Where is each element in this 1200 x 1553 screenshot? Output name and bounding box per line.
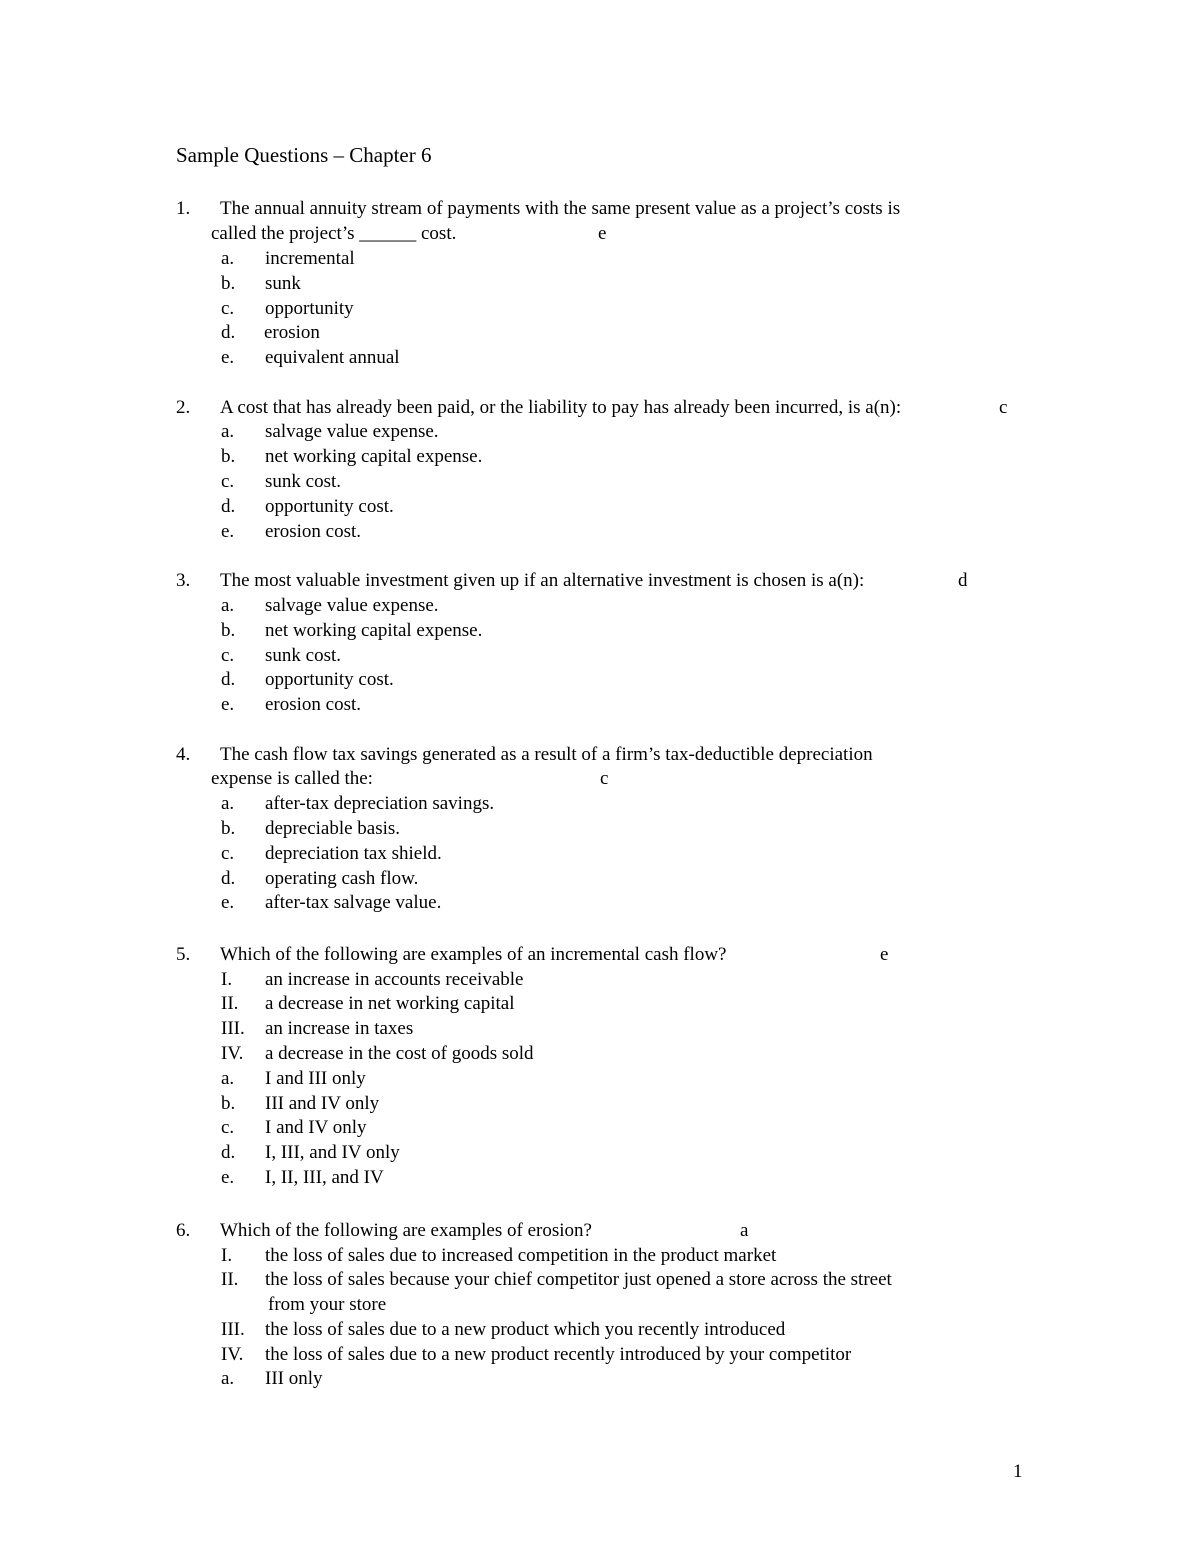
page-title: Sample Questions – Chapter 6: [176, 143, 432, 167]
option-text: after-tax depreciation savings.: [265, 793, 495, 814]
option-letter: a.: [221, 793, 235, 814]
option-text: net working capital expense.: [265, 620, 483, 641]
page-number: 1: [1013, 1461, 1023, 1482]
option-text: I and III only: [265, 1068, 366, 1089]
option-letter: a.: [221, 421, 235, 442]
item-text: an increase in taxes: [265, 1018, 414, 1039]
option-letter: c.: [221, 843, 235, 864]
option-text: equivalent annual: [265, 347, 400, 368]
answer-key: e: [598, 223, 607, 244]
option-letter: d.: [221, 322, 236, 343]
option-text: erosion: [264, 322, 320, 343]
item-numeral: IV.: [221, 1344, 244, 1365]
item-numeral: III.: [221, 1018, 245, 1039]
option-letter: b.: [221, 273, 236, 294]
question-text: The cash flow tax savings generated as a result of a firm’s tax-deductible depreciation: [220, 744, 873, 765]
item-numeral: III.: [221, 1319, 245, 1340]
option-text: sunk cost.: [265, 645, 341, 666]
option-letter: b.: [221, 446, 236, 467]
item-numeral: II.: [221, 1269, 239, 1290]
option-text: sunk cost.: [265, 471, 341, 492]
option-letter: d.: [221, 669, 236, 690]
option-letter: c.: [221, 471, 235, 492]
item-text: an increase in accounts receivable: [265, 969, 524, 990]
answer-key: c: [600, 768, 609, 789]
item-text: the loss of sales due to a new product which you recently introduced: [265, 1319, 786, 1340]
option-text: opportunity cost.: [265, 496, 394, 517]
question-text: The annual annuity stream of payments with the same present value as a project’s costs is: [220, 198, 901, 219]
option-text: depreciation tax shield.: [265, 843, 442, 864]
option-text: opportunity: [265, 298, 354, 319]
option-text: erosion cost.: [265, 694, 362, 715]
question-text-continued: called the project’s ______ cost.: [211, 223, 457, 244]
option-text: after-tax salvage value.: [265, 892, 442, 913]
option-letter: d.: [221, 496, 236, 517]
item-text: a decrease in the cost of goods sold: [265, 1043, 534, 1064]
option-letter: e.: [221, 694, 235, 715]
item-text: the loss of sales due to increased competition in the product market: [265, 1245, 777, 1266]
option-letter: d.: [221, 868, 236, 889]
option-text: salvage value expense.: [265, 595, 439, 616]
item-numeral: II.: [221, 993, 239, 1014]
option-letter: b.: [221, 818, 236, 839]
answer-key: e: [880, 944, 889, 965]
option-letter: e.: [221, 347, 235, 368]
item-numeral: IV.: [221, 1043, 244, 1064]
option-letter: a.: [221, 248, 235, 269]
option-text: operating cash flow.: [265, 868, 419, 889]
question-text: Which of the following are examples of an incremental cash flow?: [220, 944, 727, 965]
option-letter: a.: [221, 1368, 235, 1389]
answer-key: a: [740, 1220, 749, 1241]
option-letter: b.: [221, 620, 236, 641]
item-text: the loss of sales because your chief competitor just opened a store across the street: [265, 1269, 892, 1290]
option-text: I, III, and IV only: [265, 1142, 400, 1163]
item-text: the loss of sales due to a new product recently introduced by your competitor: [265, 1344, 852, 1365]
item-numeral: I.: [221, 1245, 233, 1266]
option-text: opportunity cost.: [265, 669, 394, 690]
question-number: 6.: [176, 1220, 191, 1241]
question-text-continued: expense is called the:: [211, 768, 373, 789]
option-letter: c.: [221, 1117, 235, 1138]
option-text: erosion cost.: [265, 521, 362, 542]
question-text: A cost that has already been paid, or the liability to pay has already been incurred, is a(n):: [220, 397, 902, 418]
option-text: depreciable basis.: [265, 818, 401, 839]
option-letter: b.: [221, 1093, 236, 1114]
option-letter: e.: [221, 892, 235, 913]
question-number: 5.: [176, 944, 191, 965]
option-letter: e.: [221, 521, 235, 542]
option-text: III and IV only: [265, 1093, 380, 1114]
question-number: 1.: [176, 198, 191, 219]
option-text: salvage value expense.: [265, 421, 439, 442]
option-letter: c.: [221, 645, 235, 666]
option-letter: c.: [221, 298, 235, 319]
option-text: III only: [265, 1368, 323, 1389]
option-text: I, II, III, and IV: [265, 1167, 384, 1188]
question-number: 3.: [176, 570, 191, 591]
question-text: The most valuable investment given up if an alternative investment is chosen is a(n):: [220, 570, 865, 591]
option-text: incremental: [265, 248, 355, 269]
option-letter: a.: [221, 595, 235, 616]
question-number: 4.: [176, 744, 191, 765]
option-text: net working capital expense.: [265, 446, 483, 467]
answer-key: c: [999, 397, 1008, 418]
option-text: I and IV only: [265, 1117, 367, 1138]
question-text: Which of the following are examples of erosion?: [220, 1220, 592, 1241]
option-text: sunk: [265, 273, 301, 294]
question-number: 2.: [176, 397, 191, 418]
option-letter: d.: [221, 1142, 236, 1163]
item-numeral: I.: [221, 969, 233, 990]
answer-key: d: [958, 570, 968, 591]
item-text-continued: from your store: [268, 1294, 387, 1315]
option-letter: a.: [221, 1068, 235, 1089]
item-text: a decrease in net working capital: [265, 993, 515, 1014]
option-letter: e.: [221, 1167, 235, 1188]
